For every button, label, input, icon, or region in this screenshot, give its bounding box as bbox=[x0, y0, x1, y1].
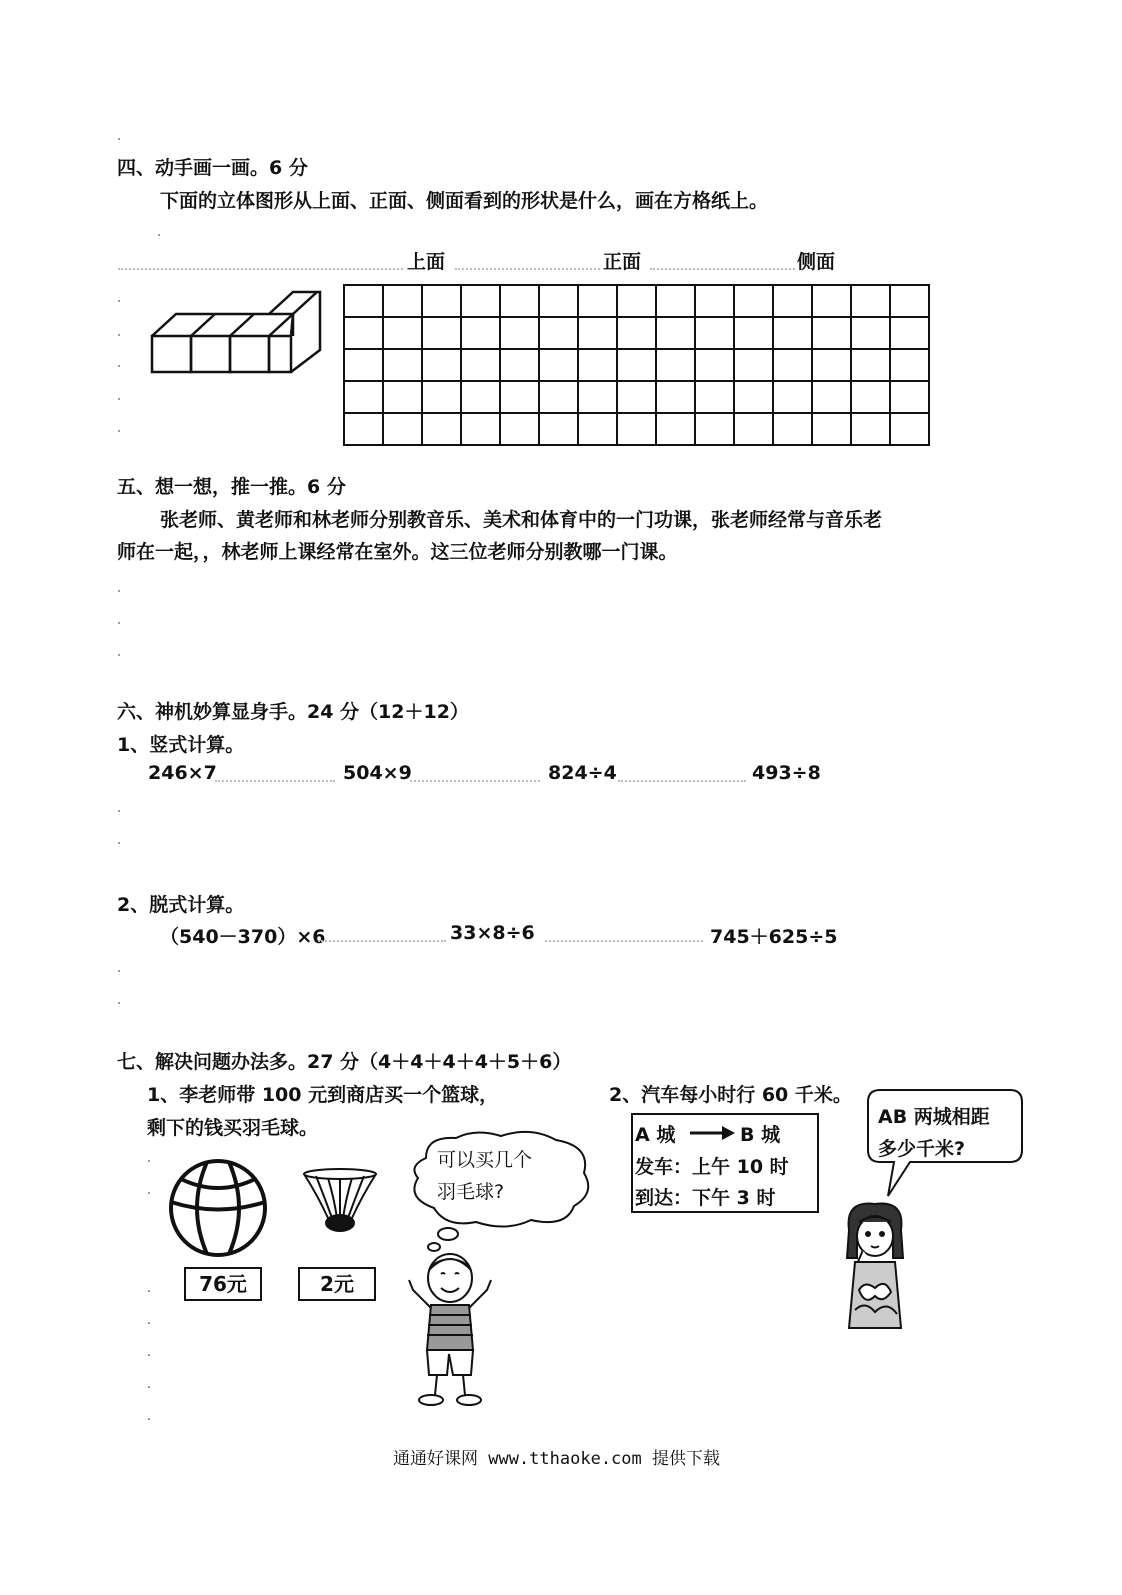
grid-cell[interactable] bbox=[851, 285, 890, 317]
vertical-calc-1: 246×7 bbox=[148, 762, 217, 784]
arrow-right-icon bbox=[688, 1124, 736, 1142]
grid-cell[interactable] bbox=[695, 317, 734, 349]
section4-instruction: 下面的立体图形从上面、正面、侧面看到的形状是什么，画在方格纸上。 bbox=[160, 190, 769, 212]
grid-cell[interactable] bbox=[539, 285, 578, 317]
shuttlecock-price-tag: 2元 bbox=[298, 1267, 376, 1301]
grid-cell[interactable] bbox=[539, 349, 578, 381]
stepwise-calc-3: 745＋625÷5 bbox=[710, 926, 838, 948]
route-from: A 城 bbox=[635, 1124, 676, 1146]
margin-dot bbox=[118, 842, 120, 844]
grid-cell[interactable] bbox=[500, 285, 539, 317]
grid-cell[interactable] bbox=[578, 349, 617, 381]
margin-dot bbox=[118, 654, 120, 656]
q1-line2: 剩下的钱买羽毛球。 bbox=[147, 1117, 319, 1139]
dotted-leader bbox=[650, 268, 795, 270]
margin-dot bbox=[118, 334, 120, 336]
margin-dot bbox=[148, 1160, 150, 1162]
section7-title: 七、解决问题办法多。27 分（4＋4＋4＋4＋5＋6） bbox=[117, 1051, 572, 1073]
grid-cell[interactable] bbox=[383, 317, 422, 349]
margin-dot bbox=[118, 810, 120, 812]
3d-cube-figure bbox=[148, 288, 328, 378]
grid-cell[interactable] bbox=[422, 413, 461, 445]
grid-cell[interactable] bbox=[890, 285, 929, 317]
grid-cell[interactable] bbox=[812, 317, 851, 349]
dotted-leader bbox=[215, 780, 335, 782]
vertical-calc-3: 824÷4 bbox=[548, 762, 617, 784]
margin-dot bbox=[118, 622, 120, 624]
grid-cell[interactable] bbox=[890, 381, 929, 413]
grid-cell[interactable] bbox=[734, 381, 773, 413]
grid-cell[interactable] bbox=[656, 317, 695, 349]
grid-cell[interactable] bbox=[578, 381, 617, 413]
margin-dot bbox=[148, 1192, 150, 1194]
grid-cell[interactable] bbox=[539, 413, 578, 445]
grid-cell[interactable] bbox=[851, 349, 890, 381]
grid-cell[interactable] bbox=[461, 285, 500, 317]
grid-cell[interactable] bbox=[461, 317, 500, 349]
margin-dot bbox=[148, 1354, 150, 1356]
section4-title: 四、动手画一画。6 分 bbox=[117, 157, 308, 179]
grid-cell[interactable] bbox=[344, 413, 383, 445]
grid-cell[interactable] bbox=[383, 349, 422, 381]
grid-cell[interactable] bbox=[734, 285, 773, 317]
grid-cell[interactable] bbox=[344, 317, 383, 349]
view-label-side: 侧面 bbox=[797, 251, 836, 273]
grid-cell[interactable] bbox=[851, 381, 890, 413]
section6-sub1: 1、竖式计算。 bbox=[117, 734, 245, 756]
grid-cell[interactable] bbox=[812, 285, 851, 317]
shuttlecock-icon bbox=[300, 1166, 380, 1236]
grid-cell[interactable] bbox=[383, 413, 422, 445]
dotted-leader bbox=[545, 940, 703, 942]
speech-line2: 多少千米? bbox=[878, 1138, 966, 1160]
section6-sub2: 2、脱式计算。 bbox=[117, 894, 245, 916]
margin-dot bbox=[118, 138, 120, 140]
grid-cell[interactable] bbox=[461, 349, 500, 381]
view-label-top: 上面 bbox=[407, 251, 446, 273]
grid-cell[interactable] bbox=[422, 317, 461, 349]
girl-figure bbox=[835, 1200, 915, 1335]
basketball-price-tag: 76元 bbox=[184, 1267, 262, 1301]
grid-cell[interactable] bbox=[383, 285, 422, 317]
depart-time: 发车：上午 10 时 bbox=[635, 1156, 789, 1178]
grid-cell[interactable] bbox=[578, 413, 617, 445]
thought-bubble-line1: 可以买几个 bbox=[437, 1149, 533, 1171]
grid-cell[interactable] bbox=[539, 381, 578, 413]
dotted-leader bbox=[455, 268, 600, 270]
grid-cell[interactable] bbox=[539, 317, 578, 349]
margin-dot bbox=[118, 398, 120, 400]
grid-cell[interactable] bbox=[695, 381, 734, 413]
margin-dot bbox=[118, 590, 120, 592]
grid-cell[interactable] bbox=[695, 349, 734, 381]
grid-cell[interactable] bbox=[656, 381, 695, 413]
margin-dot bbox=[118, 430, 120, 432]
grid-cell[interactable] bbox=[617, 413, 656, 445]
view-label-front: 正面 bbox=[603, 251, 642, 273]
grid-cell[interactable] bbox=[734, 349, 773, 381]
grid-cell[interactable] bbox=[773, 413, 812, 445]
grid-cell[interactable] bbox=[344, 349, 383, 381]
route-to: B 城 bbox=[740, 1124, 781, 1146]
grid-cell[interactable] bbox=[695, 413, 734, 445]
grid-cell[interactable] bbox=[773, 381, 812, 413]
grid-cell[interactable] bbox=[734, 413, 773, 445]
grid-cell[interactable] bbox=[461, 413, 500, 445]
dotted-leader bbox=[618, 780, 746, 782]
grid-cell[interactable] bbox=[890, 349, 929, 381]
grid-cell[interactable] bbox=[812, 349, 851, 381]
q1-line1: 1、李老师带 100 元到商店买一个篮球， bbox=[147, 1084, 499, 1106]
boy-figure bbox=[405, 1250, 495, 1410]
vertical-calc-2: 504×9 bbox=[343, 762, 412, 784]
margin-dot bbox=[118, 365, 120, 367]
grid-cell[interactable] bbox=[344, 381, 383, 413]
margin-dot bbox=[148, 1322, 150, 1324]
grid-cell[interactable] bbox=[734, 317, 773, 349]
arrive-time: 到达：下午 3 时 bbox=[635, 1187, 776, 1209]
margin-dot bbox=[118, 970, 120, 972]
grid-cell[interactable] bbox=[890, 317, 929, 349]
margin-dot bbox=[118, 1002, 120, 1004]
grid-cell[interactable] bbox=[617, 381, 656, 413]
vertical-calc-4: 493÷8 bbox=[752, 762, 821, 784]
stepwise-calc-1: （540－370）×6 bbox=[160, 926, 326, 948]
grid-cell[interactable] bbox=[500, 349, 539, 381]
q2-title: 2、汽车每小时行 60 千米。 bbox=[609, 1084, 852, 1106]
section5-body-line1: 张老师、黄老师和林老师分别教音乐、美术和体育中的一门功课，张老师经常与音乐老 bbox=[160, 509, 883, 531]
grid-cell[interactable] bbox=[773, 349, 812, 381]
grid-cell[interactable] bbox=[695, 285, 734, 317]
grid-cell[interactable] bbox=[617, 349, 656, 381]
grid-cell[interactable] bbox=[617, 285, 656, 317]
grid-cell[interactable] bbox=[773, 285, 812, 317]
dotted-leader bbox=[410, 780, 540, 782]
grid-cell[interactable] bbox=[422, 381, 461, 413]
margin-dot bbox=[148, 1418, 150, 1420]
grid-cell[interactable] bbox=[656, 413, 695, 445]
grid-cell[interactable] bbox=[500, 413, 539, 445]
dotted-leader bbox=[318, 940, 446, 942]
grid-cell[interactable] bbox=[890, 413, 929, 445]
grid-cell[interactable] bbox=[851, 413, 890, 445]
speech-line1: AB 两城相距 bbox=[878, 1106, 990, 1128]
grid-cell[interactable] bbox=[617, 317, 656, 349]
dotted-leader bbox=[118, 268, 403, 270]
margin-dot bbox=[118, 300, 120, 302]
grid-cell[interactable] bbox=[656, 349, 695, 381]
section5-title: 五、想一想，推一推。6 分 bbox=[117, 476, 346, 498]
section6-title: 六、神机妙算显身手。24 分（12＋12） bbox=[117, 701, 469, 723]
margin-dot bbox=[148, 1290, 150, 1292]
grid-cell[interactable] bbox=[500, 317, 539, 349]
basketball-icon bbox=[167, 1157, 269, 1259]
grid-cell[interactable] bbox=[578, 285, 617, 317]
grid-cell[interactable] bbox=[344, 285, 383, 317]
grid-cell[interactable] bbox=[422, 285, 461, 317]
thought-bubble-line2: 羽毛球? bbox=[437, 1181, 505, 1203]
grid-cell[interactable] bbox=[812, 381, 851, 413]
footer-credit: 通通好课网 www.tthaoke.com 提供下载 bbox=[393, 1449, 720, 1469]
grid-cell[interactable] bbox=[851, 317, 890, 349]
section5-body-line2: 师在一起，，林老师上课经常在室外。这三位老师分别教哪一门课。 bbox=[117, 541, 678, 563]
grid-cell[interactable] bbox=[578, 317, 617, 349]
grid-cell[interactable] bbox=[461, 381, 500, 413]
grid-paper[interactable] bbox=[343, 284, 930, 446]
grid-cell[interactable] bbox=[812, 413, 851, 445]
grid-cell[interactable] bbox=[383, 381, 422, 413]
grid-cell[interactable] bbox=[500, 381, 539, 413]
grid-cell[interactable] bbox=[656, 285, 695, 317]
margin-dot bbox=[148, 1386, 150, 1388]
stepwise-calc-2: 33×8÷6 bbox=[450, 922, 535, 944]
margin-dot bbox=[158, 234, 160, 236]
grid-cell[interactable] bbox=[773, 317, 812, 349]
grid-cell[interactable] bbox=[422, 349, 461, 381]
